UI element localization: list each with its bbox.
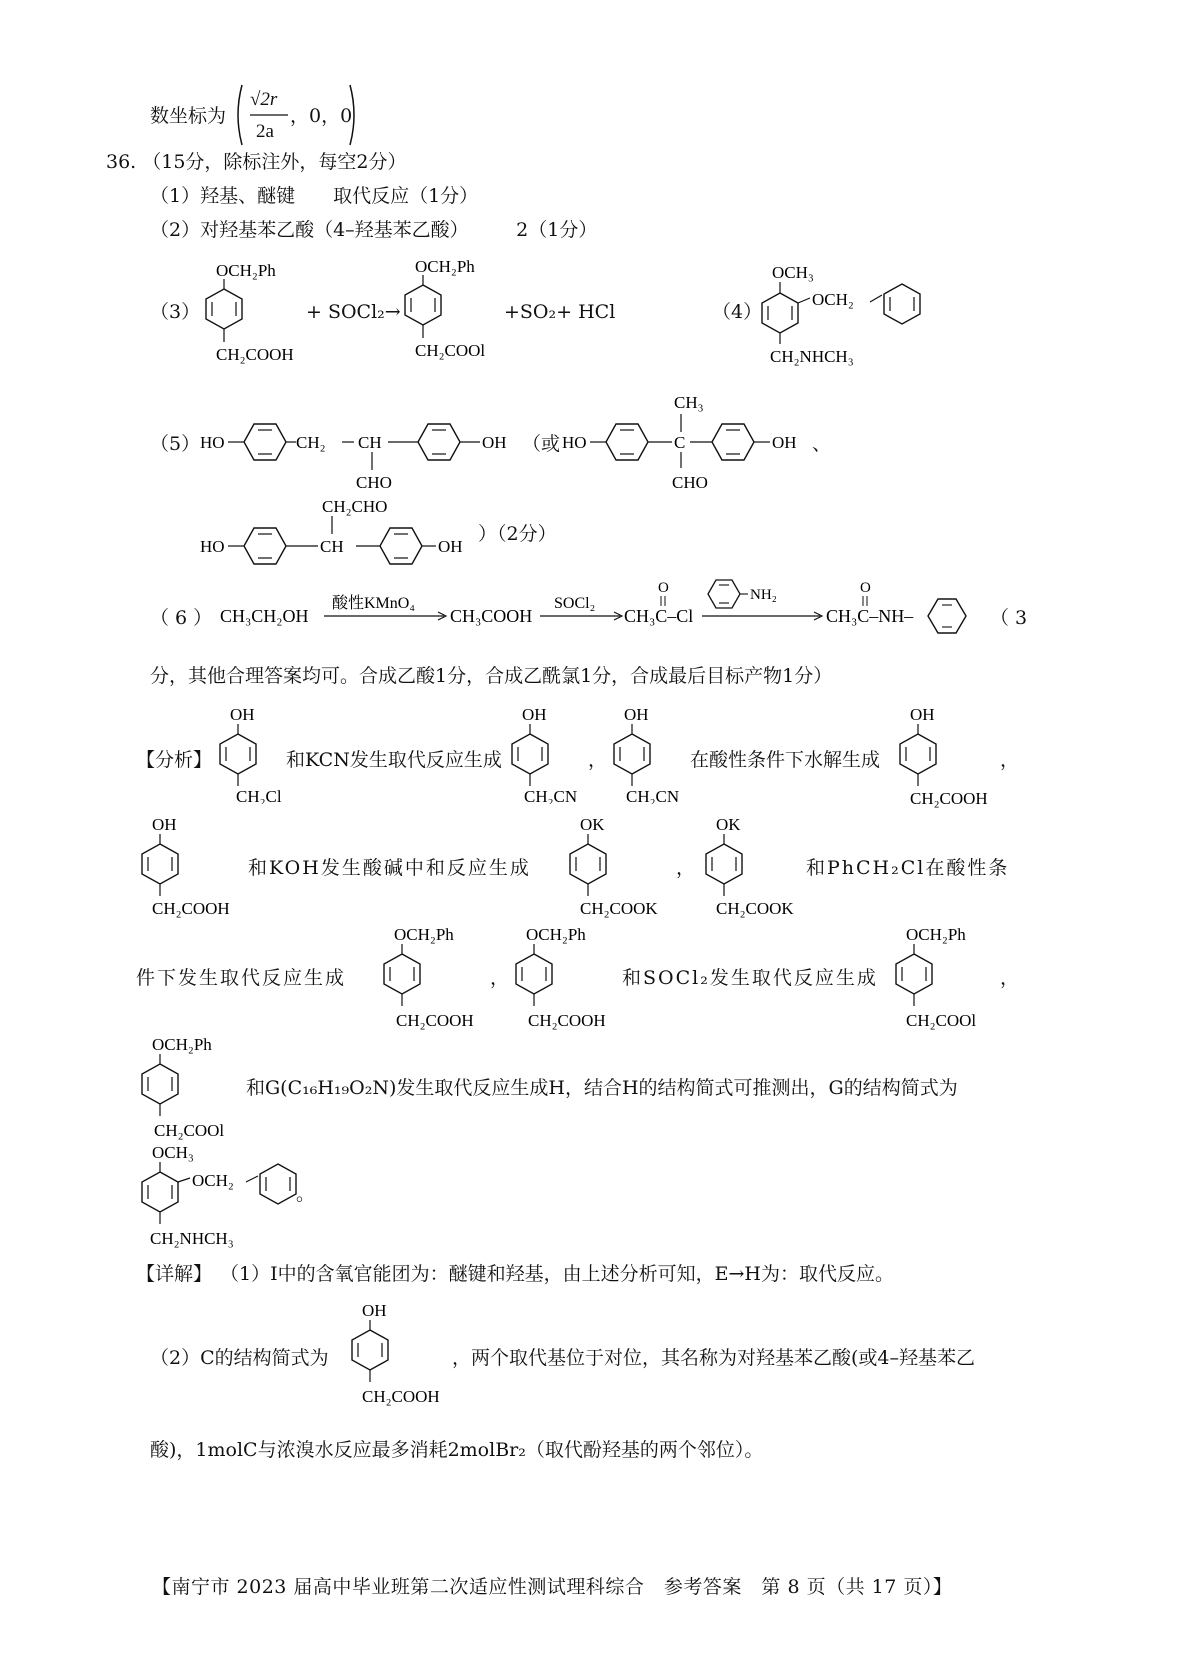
svg-text:OH: OH bbox=[230, 705, 255, 724]
detail-label: 【详解】 bbox=[136, 1263, 213, 1285]
svg-text:CHO: CHO bbox=[356, 473, 392, 492]
svg-text:C: C bbox=[674, 433, 686, 452]
svg-text:CH₂: CH₂ bbox=[296, 433, 326, 452]
struct-4-top: OCH₃ bbox=[772, 263, 814, 282]
answer-6-label: （ 6 ） bbox=[150, 607, 213, 629]
svg-text:OH: OH bbox=[624, 705, 649, 724]
svg-text:OH: OH bbox=[152, 815, 177, 834]
struct-5c bbox=[196, 494, 486, 566]
svg-text:OCH₃: OCH₃ bbox=[152, 1143, 194, 1162]
svg-text:CH₂CHO: CH₂CHO bbox=[322, 497, 388, 516]
svg-text:OCH₂: OCH₂ bbox=[192, 1171, 234, 1190]
analysis-t1: 和KCN发生取代反应生成 bbox=[286, 749, 502, 771]
struct-5b bbox=[560, 388, 810, 500]
struct-4-bottom: CH₂NHCH₃ bbox=[770, 347, 854, 366]
svg-text:OK: OK bbox=[716, 815, 741, 834]
answer-3-products: +SO₂+ HCl bbox=[504, 301, 616, 323]
analysis-label: 【分析】 bbox=[136, 749, 213, 771]
answer-3-label: （3） bbox=[150, 301, 201, 323]
answer-6-tail: （ 3 bbox=[990, 607, 1028, 629]
struct-3b-bottom: CH₂COOl bbox=[415, 341, 486, 360]
answer-5-close: ）（2分） bbox=[478, 523, 557, 545]
svg-text:CH₂NHCH₃: CH₂NHCH₃ bbox=[150, 1229, 234, 1248]
struct-c3 bbox=[880, 922, 1000, 1034]
svg-text:CH₂COOH: CH₂COOH bbox=[362, 1387, 440, 1406]
answer-4-label: （4） bbox=[712, 301, 763, 323]
struct-c-compound bbox=[340, 1298, 460, 1410]
coord-rest: ，0，0 bbox=[290, 105, 353, 127]
struct-4-side: OCH₂ bbox=[812, 290, 854, 309]
svg-text:CH₂COOH: CH₂COOH bbox=[910, 789, 988, 808]
svg-text:O: O bbox=[860, 580, 871, 596]
svg-text:NH₂: NH₂ bbox=[750, 587, 777, 603]
synthesis-route bbox=[218, 574, 1008, 634]
svg-text:HO: HO bbox=[200, 537, 225, 556]
svg-text:CH₂COOH: CH₂COOH bbox=[528, 1011, 606, 1030]
answer-1: （1）羟基、醚键 取代反应（1分） bbox=[150, 185, 479, 207]
svg-text:CH₂COOK: CH₂COOK bbox=[716, 899, 794, 918]
svg-text:O: O bbox=[658, 580, 669, 596]
coord-prefix: 数坐标为 bbox=[150, 105, 227, 127]
answer-5-sep: 、 bbox=[812, 433, 832, 455]
svg-text:CH₂CN: CH₂CN bbox=[626, 787, 680, 804]
route-reagent-2: SOCl₂ bbox=[554, 595, 596, 612]
svg-text:HO: HO bbox=[562, 433, 587, 452]
analysis-t3: 和KOH发生酸碱中和反应生成 bbox=[248, 857, 531, 879]
struct-c2 bbox=[504, 922, 624, 1034]
frac-numerator: √2r bbox=[250, 89, 278, 110]
svg-text:OH: OH bbox=[438, 537, 463, 556]
struct-a4 bbox=[888, 704, 1008, 814]
svg-text:OH: OH bbox=[910, 705, 935, 724]
struct-4 bbox=[752, 262, 942, 374]
analysis-comma-4: ， bbox=[490, 967, 510, 989]
analysis-t4: 和PhCH₂Cl在酸性条 bbox=[806, 857, 1010, 879]
analysis-comma-1: ， bbox=[588, 749, 608, 771]
svg-text:CH: CH bbox=[358, 433, 382, 452]
svg-text:OCH₂Ph: OCH₂Ph bbox=[906, 925, 966, 944]
svg-text:CH: CH bbox=[320, 537, 344, 556]
svg-text:OCH₂Ph: OCH₂Ph bbox=[526, 925, 586, 944]
route-acetanilide: CH₃C–NH– bbox=[826, 606, 914, 626]
svg-text:OH: OH bbox=[522, 705, 547, 724]
struct-3b-top: OCH₂Ph bbox=[415, 257, 475, 276]
struct-c1 bbox=[372, 922, 492, 1034]
svg-text:CH₂COOH: CH₂COOH bbox=[152, 899, 230, 918]
detail-2b: ，两个取代基位于对位，其名称为对羟基苯乙酸(或4–羟基苯乙 bbox=[452, 1347, 976, 1369]
analysis-t7: 和G(C₁₆H₁₉O₂N)发生取代反应生成H，结合H的结构简式可推测出，G的结构简式为 bbox=[246, 1077, 958, 1099]
answer-3-reagent: + SOCl₂→ bbox=[306, 301, 401, 323]
struct-b1 bbox=[134, 812, 254, 922]
svg-text:OCH₂Ph: OCH₂Ph bbox=[394, 925, 454, 944]
struct-a2 bbox=[500, 704, 600, 804]
analysis-comma-2: ， bbox=[1000, 749, 1020, 771]
svg-text:OK: OK bbox=[580, 815, 605, 834]
struct-3a-bottom: CH₂COOH bbox=[216, 345, 294, 364]
analysis-t6: 和SOCl₂发生取代反应生成 bbox=[622, 967, 878, 989]
answer-5-label: （5） bbox=[150, 433, 201, 455]
route-ethanol: CH₃CH₂OH bbox=[220, 606, 309, 626]
q36-header: 36. （15分，除标注外，每空2分） bbox=[106, 151, 407, 173]
analysis-comma-5: ， bbox=[1000, 967, 1020, 989]
svg-text:CH₂COOl: CH₂COOl bbox=[154, 1121, 225, 1140]
struct-3a-top: OCH₂Ph bbox=[216, 261, 276, 280]
route-acetic-acid: CH₃COOH bbox=[450, 606, 533, 626]
svg-text:CH₂COOl: CH₂COOl bbox=[906, 1011, 977, 1030]
svg-text:OH: OH bbox=[772, 433, 797, 452]
answer-6-note: 分，其他合理答案均可。合成乙酸1分，合成乙酰氯1分，合成最后目标产物1分） bbox=[150, 665, 833, 687]
svg-text:CH₂COOH: CH₂COOH bbox=[396, 1011, 474, 1030]
svg-text:OH: OH bbox=[362, 1301, 387, 1320]
frac-denominator: 2a bbox=[256, 121, 274, 142]
analysis-t2: 在酸性条件下水解生成 bbox=[690, 749, 881, 771]
svg-text:CH₂Cl: CH₂Cl bbox=[236, 787, 282, 804]
struct-d1 bbox=[134, 1032, 254, 1144]
analysis-t5: 件下发生取代反应生成 bbox=[136, 967, 347, 989]
struct-b3 bbox=[694, 812, 814, 922]
answer-5-alt-open: （或 bbox=[522, 433, 561, 455]
page-footer: 【南宁市 2023 届高中毕业班第二次适应性测试理科综合 参考答案 第 8 页（共 17 页）】 bbox=[152, 1576, 953, 1598]
analysis-comma-3: ， bbox=[676, 857, 696, 879]
struct-5a bbox=[196, 408, 526, 498]
svg-text:CH₂CN: CH₂CN bbox=[524, 787, 578, 804]
struct-b2 bbox=[558, 812, 678, 922]
route-reagent-1: 酸性KMnO₄ bbox=[332, 595, 415, 612]
detail-1: （1）I中的含氧官能团为：醚键和羟基，由上述分析可知，E→H为：取代反应。 bbox=[220, 1263, 894, 1285]
svg-text:CH₃: CH₃ bbox=[674, 393, 704, 412]
svg-text:CH₂COOK: CH₂COOK bbox=[580, 899, 658, 918]
svg-text:HO: HO bbox=[200, 433, 225, 452]
detail-2c: 酸)，1molC与浓溴水反应最多消耗2molBr₂（取代酚羟基的两个邻位）。 bbox=[150, 1439, 764, 1461]
answer-2: （2）对羟基苯乙酸（4–羟基苯乙酸） 2（1分） bbox=[150, 219, 598, 241]
analysis-end: 。 bbox=[296, 1183, 316, 1205]
svg-text:OCH₂Ph: OCH₂Ph bbox=[152, 1035, 212, 1054]
svg-text:OH: OH bbox=[482, 433, 507, 452]
route-acetyl-chloride: CH₃C–Cl bbox=[624, 606, 694, 626]
svg-text:CHO: CHO bbox=[672, 473, 708, 492]
detail-2a: （2）C的结构简式为 bbox=[150, 1347, 329, 1369]
